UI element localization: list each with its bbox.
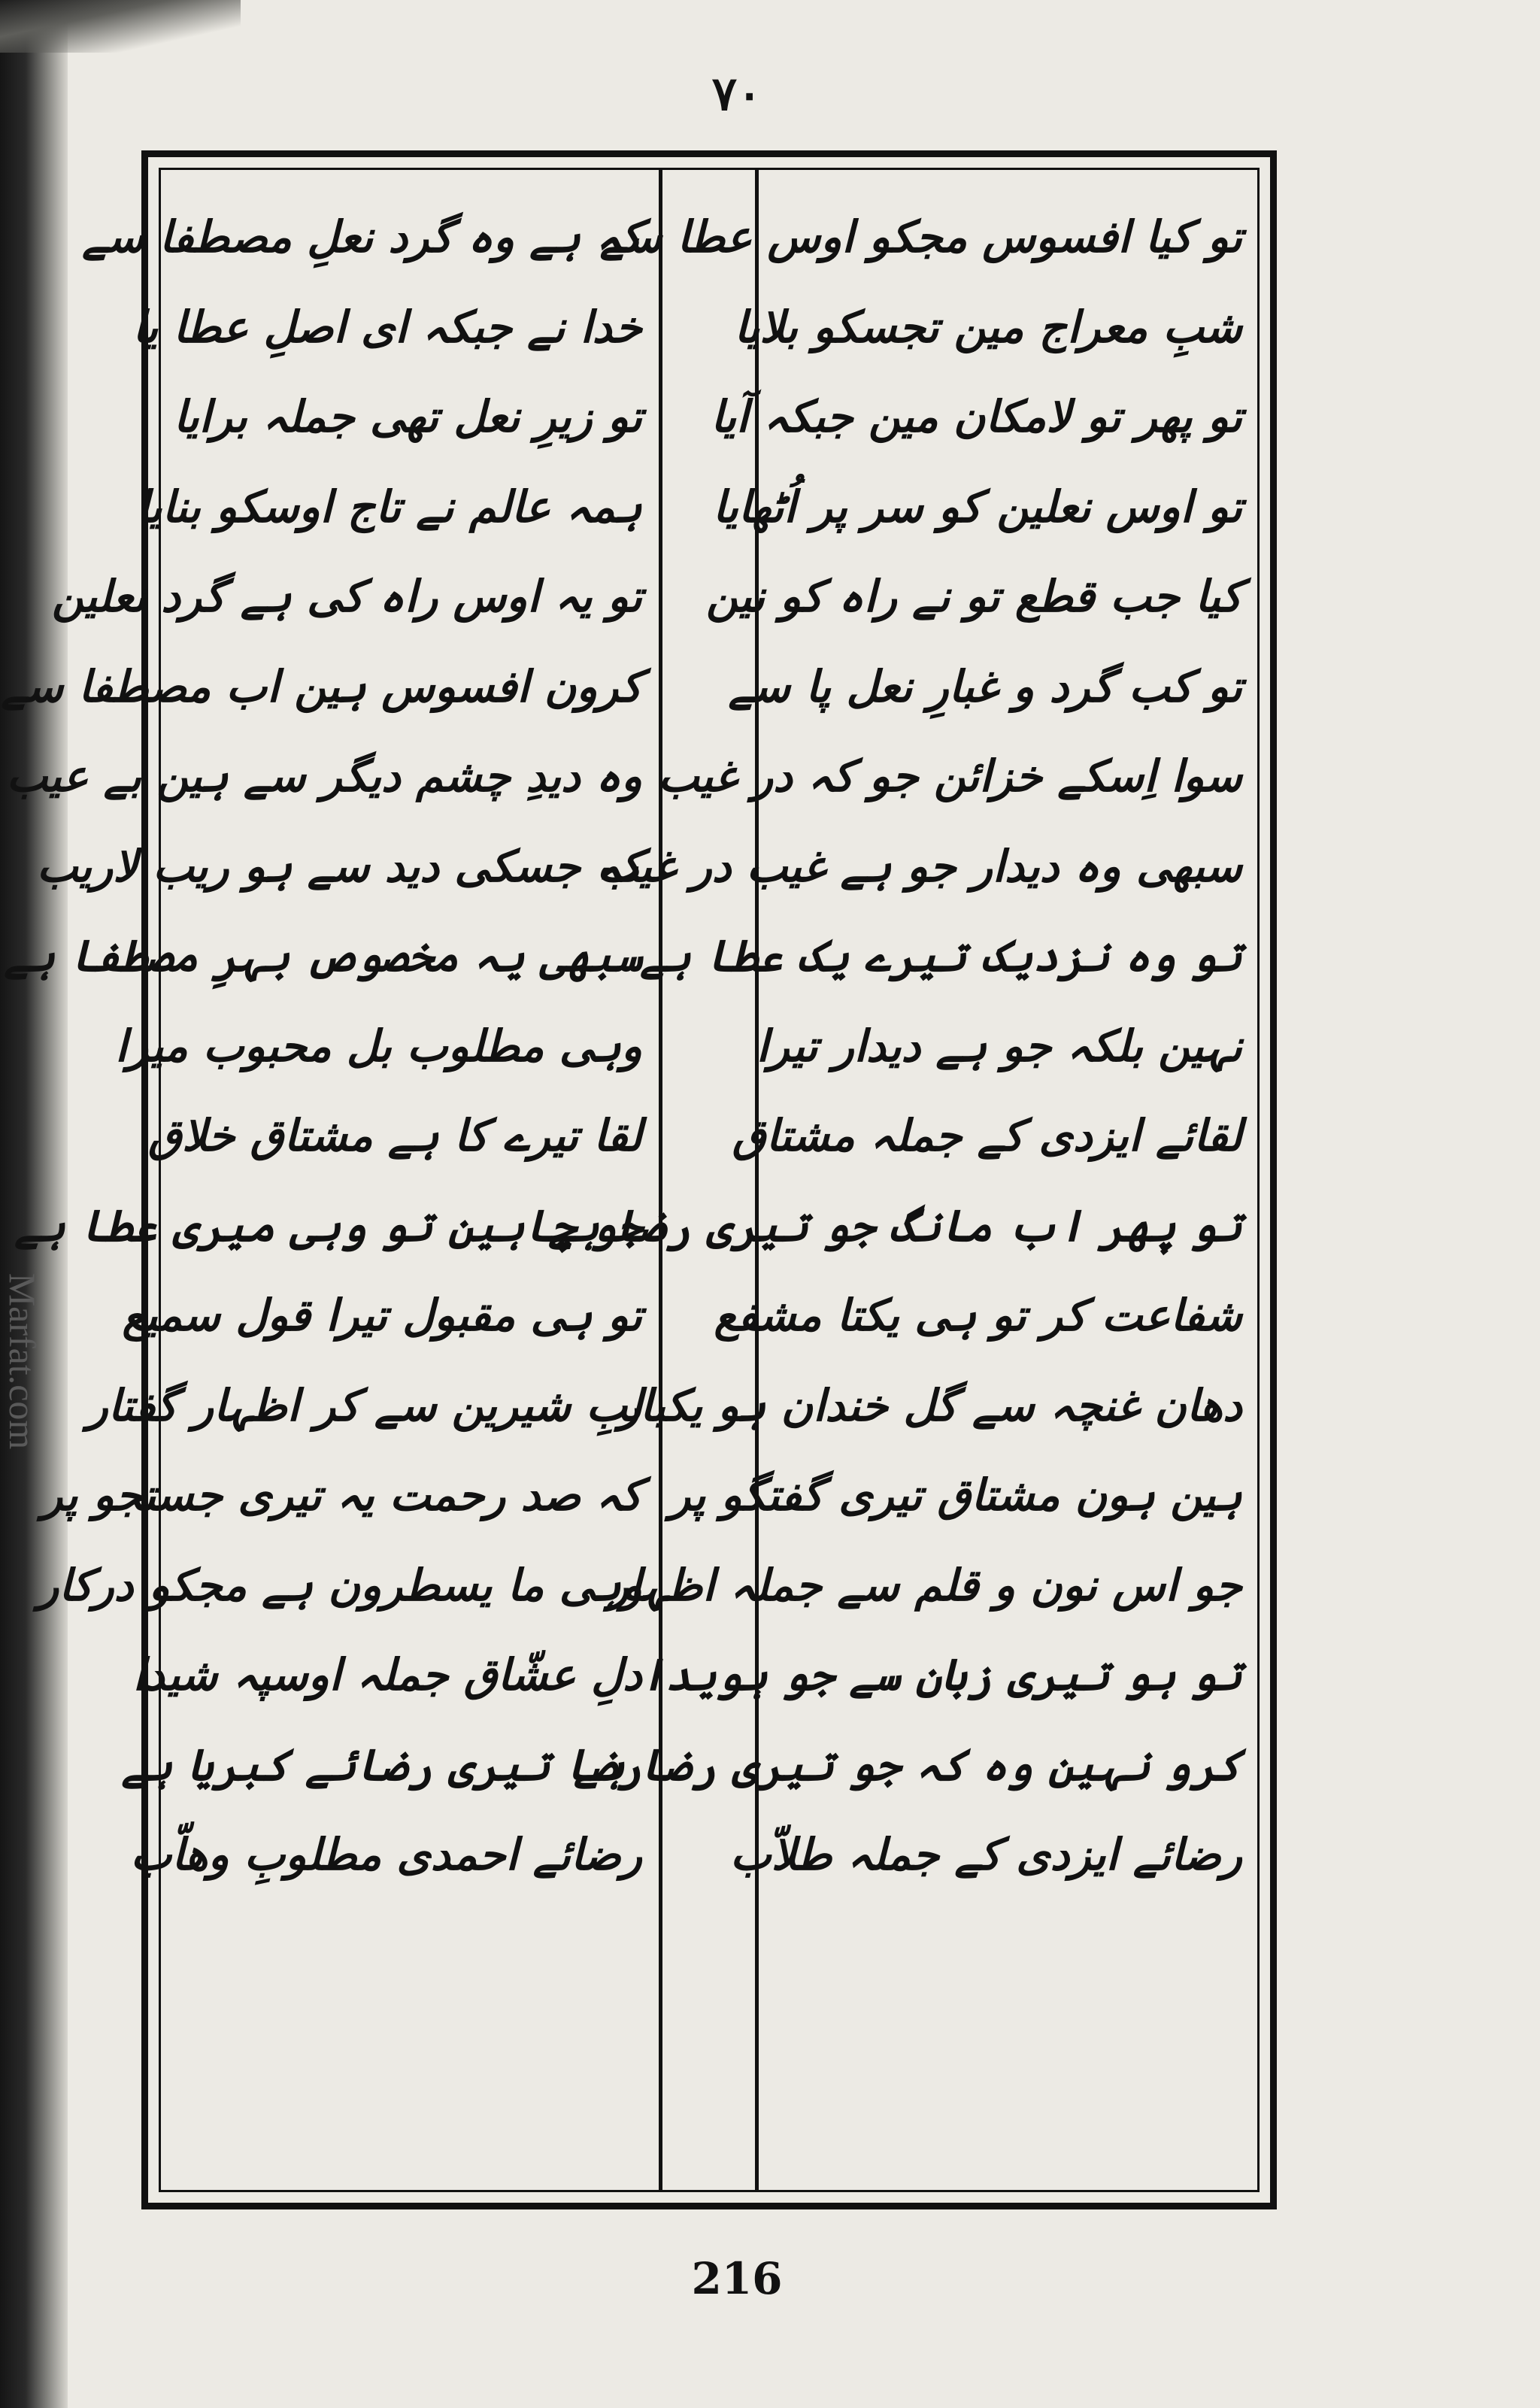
verse-line: تو زیرِ نعل تھی جملہ برایا [173, 391, 642, 442]
verse-line: کیا جب قطع تو نے راہ کو نین [706, 571, 1242, 622]
verse-line: شبِ معراج مین تجسکو بلایا [734, 301, 1242, 353]
verse-line: سوا اِسکے خزائن جو کہ در غیب [658, 751, 1242, 802]
verse-line: تو ہی مقبول تیرا قول سمیع [122, 1290, 642, 1341]
verse-line: ہین ہون مشتاق تیری گفتگو پر [669, 1469, 1242, 1521]
verse-line: تو کیا افسوس مجکو اوس عطا سے [599, 211, 1242, 262]
verse-line: وہ دیدِ چشم دیگر سے ہین بے عیب [6, 751, 642, 802]
verse-line: وہی مطلوب بل محبوب میرا [115, 1020, 642, 1072]
verse-line: تو اوس نعلین کو سر پر اُٹھایا [713, 481, 1242, 532]
verse-line: شفاعت کر تو ہی یکتا مشفع [714, 1290, 1242, 1341]
verse-line: لبِ شیرین سے کر اظہار گفتار [86, 1379, 642, 1431]
verse-line: تو ہو تیری زبان سے جو ہویدا [640, 1649, 1242, 1700]
verse-line: خدا نے جبکہ ای اصلِ عطا یا [132, 301, 642, 353]
verse-line: ہمہ عالم نے تاج اوسکو بنایا [136, 481, 642, 532]
verse-line: جو چاہین تو وہی میری عطا ہے [14, 1199, 642, 1251]
verse-line: تو یہ اوس راہ کی ہے گرد نعلین [52, 571, 642, 622]
column-divider-left [659, 170, 662, 2190]
verse-line: کرو نہین وہ کہ جو تیری رضا ہے [573, 1739, 1242, 1791]
verse-line: کہ جسکی دید سے ہو ریب لاریب [37, 840, 642, 892]
verse-line: کرون افسوس ہین اب مصطفا سے [1, 660, 642, 712]
verse-line: سبھی وہ دیدار جو ہے غیب در غیب [596, 840, 1242, 892]
verse-line: کہ صد رحمت یہ تیری جستجو پر [41, 1469, 642, 1521]
verse-line: وہی ما یسطرون ہے مجکو درکار [38, 1559, 642, 1611]
watermark: Marfat.com [2, 1272, 44, 1450]
header-page-number: ۷۰ [711, 66, 762, 121]
verse-line: نہین بلکہ جو ہے دیدار تیرا [756, 1020, 1242, 1072]
verse-line: رضا تیری رضائے کبریا ہے [121, 1739, 642, 1791]
verse-line: جو اس نون و قلم سے جملہ اظہار [608, 1559, 1242, 1611]
scan-corner-shadow [0, 0, 241, 53]
verse-line: رضائے احمدی مطلوبِ وھاّب [130, 1829, 642, 1880]
verse-line: تو پھر تو لامکان مین جبکہ آیا [711, 391, 1242, 442]
verse-line: لقائے ایزدی کے جملہ مشتاق [732, 1110, 1242, 1161]
footer-page-number: 216 [691, 2253, 783, 2304]
verse-line: دھان غنچہ سے گل خندان ہو یکبار [618, 1379, 1242, 1431]
right-verse-column [548, 193, 1250, 2170]
verse-line: کہ ہے وہ گرد نعلِ مصطفا سے [82, 211, 642, 262]
verse-line: تو وہ نزدیک تیرے یک عطا ہے [640, 930, 1242, 981]
verse-line: تو پھر اب مانگ جو تیری رضا ہے [548, 1199, 1242, 1251]
verse-line: رضائے ایزدی کے جملہ طلاّب [730, 1829, 1242, 1880]
verse-line: سبھی یہ مخصوص بہرِ مصطفا ہے [4, 930, 642, 981]
verse-line: لقا تیرے کا ہے مشتاق خلاق [148, 1110, 642, 1161]
verse-line: تو کب گرد و غبارِ نعل پا سے [728, 660, 1242, 712]
verse-line: دلِ عشّاق جملہ اوسپہ شیدا [132, 1649, 642, 1700]
